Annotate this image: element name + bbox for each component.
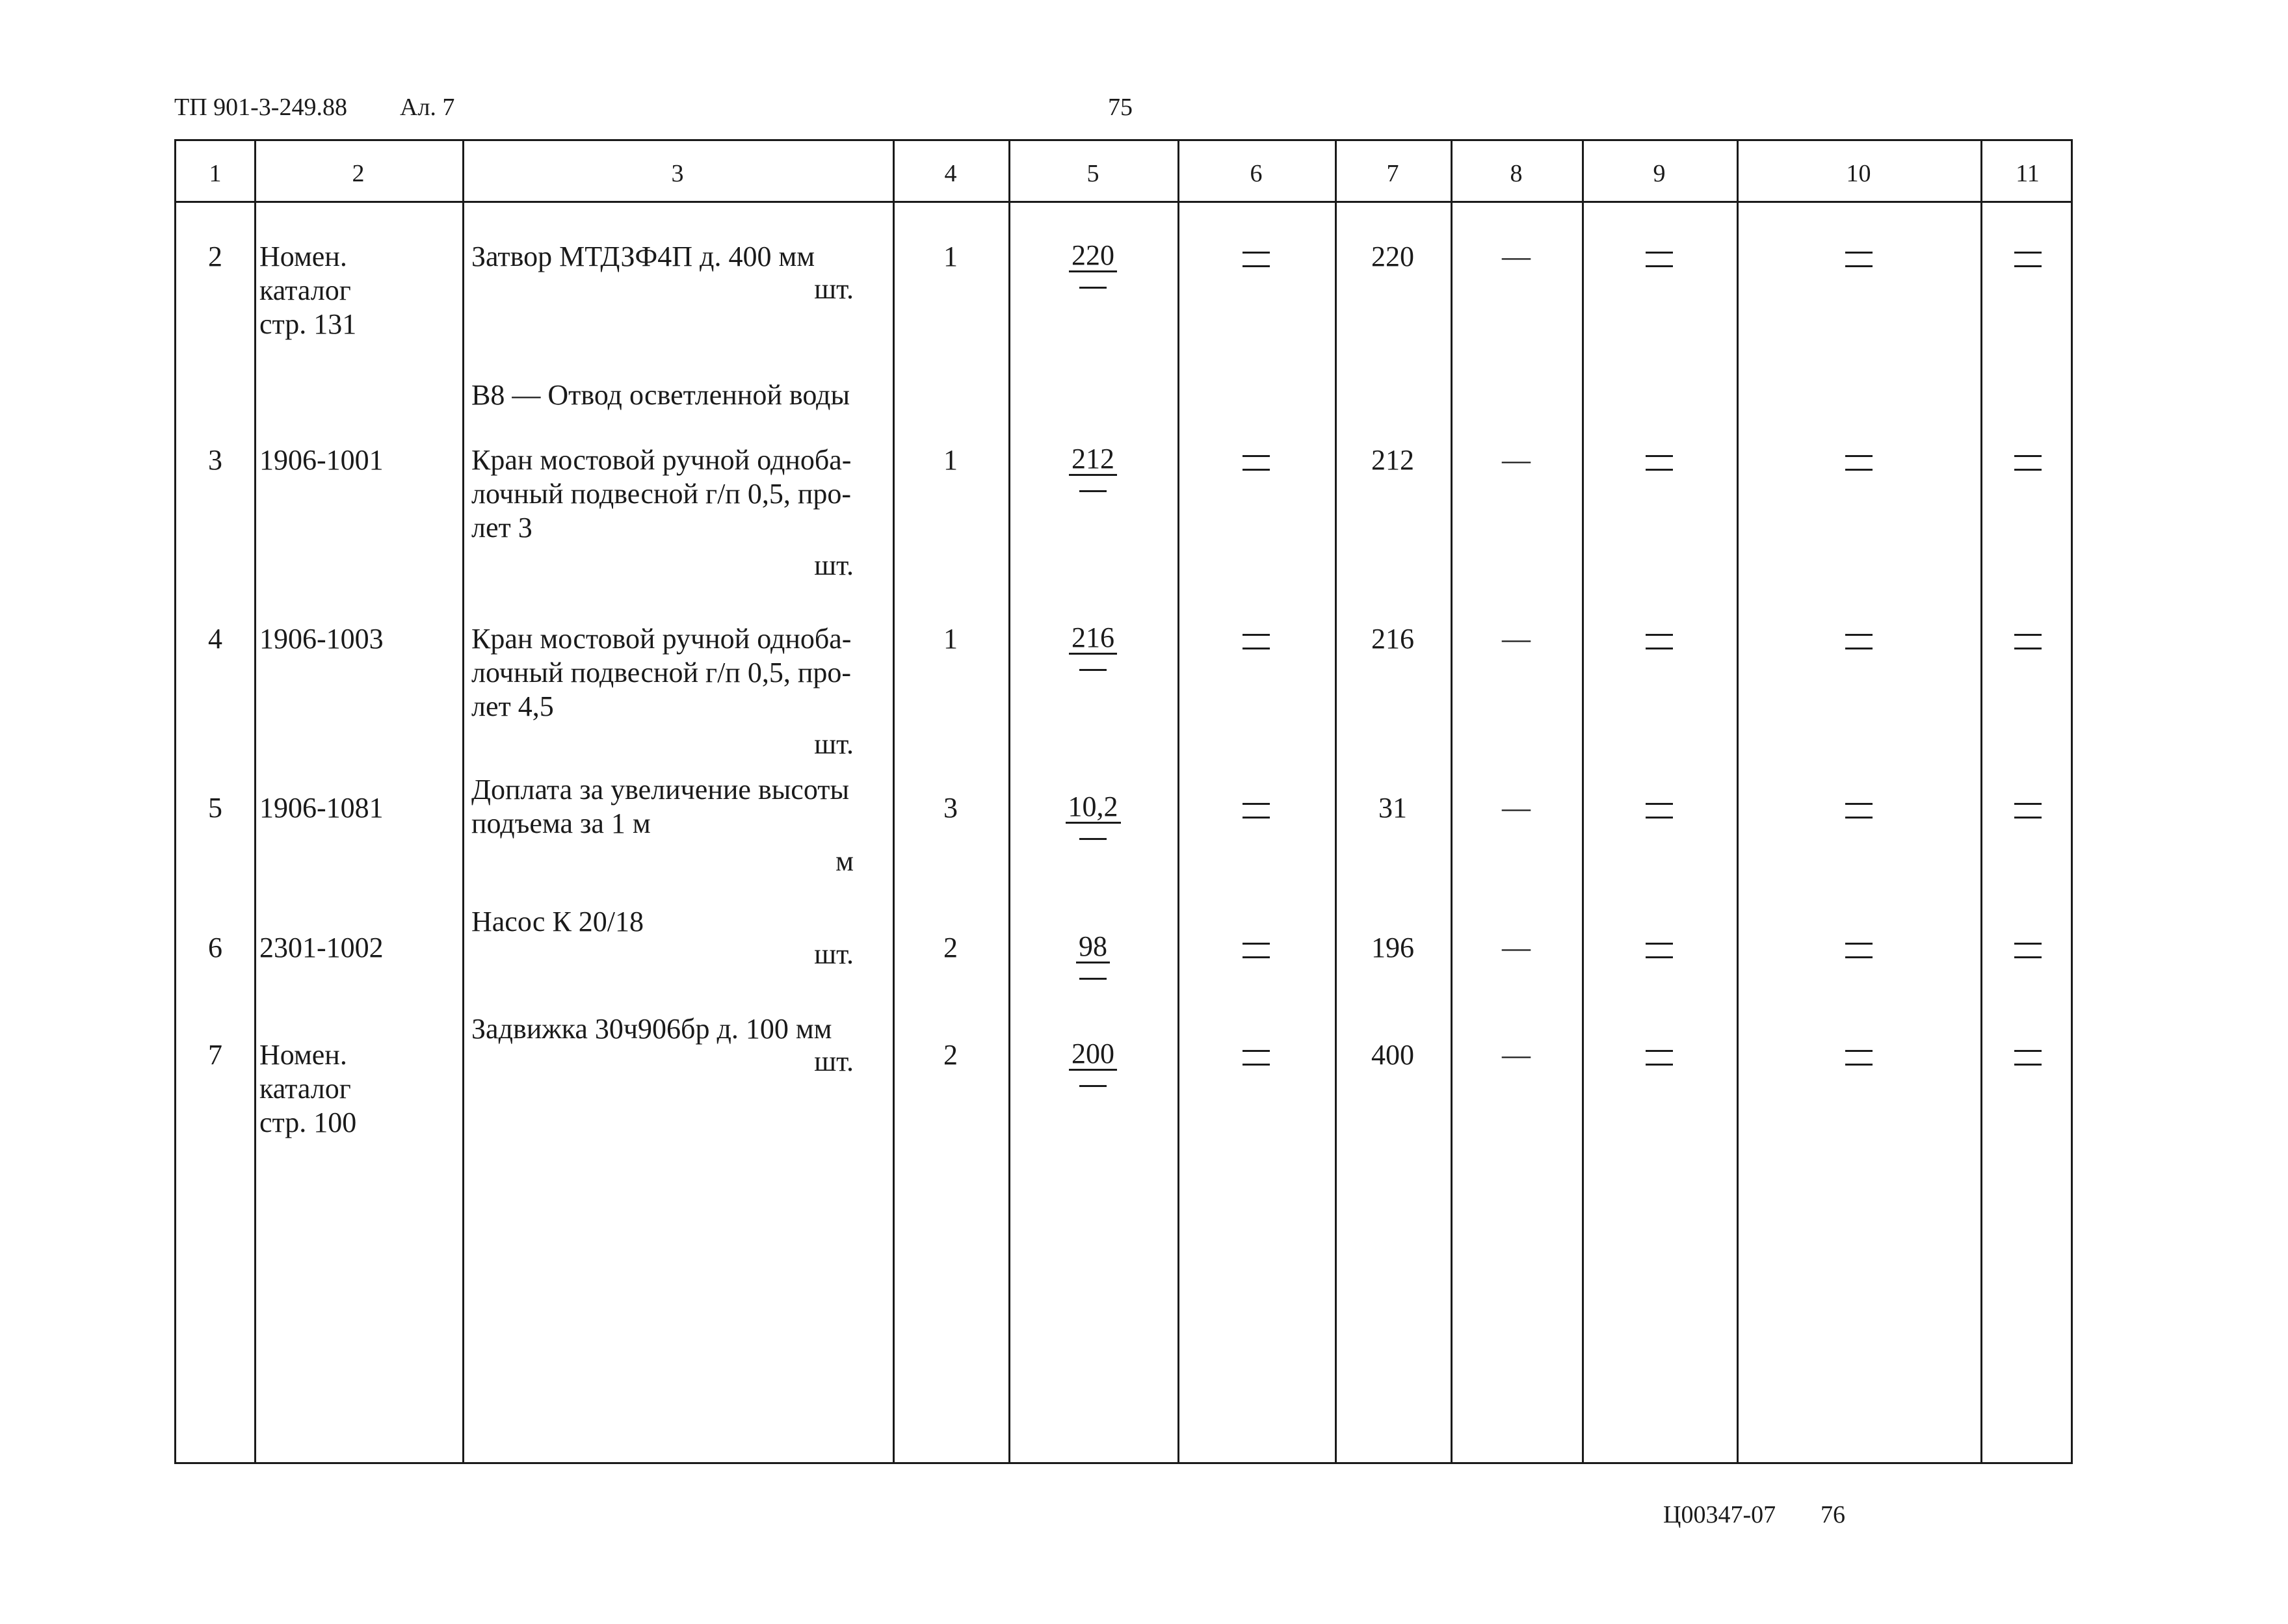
catalog-code-line: 1906-1001 [259,444,384,476]
fraction-cell [1177,790,1335,819]
dash-mark: — [1502,1039,1531,1071]
fraction-cell [1980,790,2075,819]
fraction-cell [1980,930,2075,958]
fraction-cell [1582,1037,1737,1066]
quantity: 1 [943,241,958,272]
item-name-line: подъема за 1 м [471,807,651,839]
column-number-header: 10 [1846,160,1871,187]
fraction-cell [1008,239,1177,289]
footer-sheet-number: 76 [1821,1501,1845,1528]
denominator-dash [1079,978,1107,980]
denominator-dash [1243,956,1270,958]
row-number: 5 [208,792,222,824]
numerator-dash [2014,1050,2042,1052]
fraction-cell [1980,442,2075,471]
denominator-dash [1646,817,1673,819]
page-number: 75 [1108,94,1133,121]
unit-of-measure: шт. [814,938,854,970]
numerator-dash [1646,803,1673,805]
fraction-cell [1737,442,1980,471]
fraction-cell [1582,930,1737,958]
denominator-dash [1243,265,1270,267]
denominator-dash [1646,265,1673,267]
denominator-dash [2014,817,2042,819]
numerator-dash [1845,252,1873,254]
item-name-line: лочный подвесной г/п 0,5, про- [471,478,852,510]
denominator-dash [1845,648,1873,649]
unit-of-measure: шт. [814,728,854,760]
unit-of-measure: шт. [814,549,854,581]
item-name-line: Задвижка 30ч906бр д. 100 мм [471,1013,832,1045]
denominator-dash [1845,469,1873,471]
fraction-cell [1177,442,1335,471]
total-cost: 216 [1371,623,1414,655]
numerator-dash [1243,252,1270,254]
quantity: 3 [943,792,958,824]
unit-of-measure: шт. [814,1045,854,1077]
numerator-dash [1243,803,1270,805]
column-number-header: 6 [1250,160,1263,187]
fraction-cell [1737,930,1980,958]
item-name-line: Насос К 20/18 [471,906,644,937]
denominator-dash [1646,469,1673,471]
item-name-line: лет 4,5 [471,690,554,722]
fraction-cell [1737,621,1980,649]
numerator-value: 98 [1076,932,1110,963]
numerator-dash [1845,455,1873,457]
fraction-cell [1582,790,1737,819]
numerator-dash [1845,943,1873,945]
column-divider [462,141,464,1462]
item-name-line: Кран мостовой ручной однобa- [471,623,852,655]
numerator-value: 200 [1069,1039,1117,1071]
numerator-value: 216 [1069,623,1117,655]
denominator-dash [1243,648,1270,649]
catalog-code-line: 2301-1002 [259,932,384,963]
numerator-dash [1243,943,1270,945]
catalog-code-line: каталог [259,1073,351,1105]
catalog-code-line: 1906-1081 [259,792,384,824]
fraction-cell [1737,1037,1980,1066]
numerator-dash [1845,634,1873,636]
denominator-dash [1079,838,1107,840]
dash-mark: — [1502,241,1531,272]
dash-mark: — [1502,623,1531,655]
numerator-dash [1646,252,1673,254]
total-cost: 400 [1371,1039,1414,1071]
row-number: 7 [208,1039,222,1071]
denominator-dash [1243,817,1270,819]
fraction-cell [1177,930,1335,958]
quantity: 1 [943,623,958,655]
row-number: 2 [208,241,222,272]
column-number-header: 5 [1086,160,1099,187]
column-number-header: 8 [1510,160,1523,187]
denominator-dash [1845,1064,1873,1066]
denominator-dash [1646,1064,1673,1066]
denominator-dash [1079,1085,1107,1087]
catalog-code-line: Номен. [259,241,347,272]
total-cost: 31 [1378,792,1407,824]
numerator-dash [2014,634,2042,636]
catalog-code-line: Номен. [259,1039,347,1071]
fraction-cell [1980,1037,2075,1066]
numerator-dash [2014,803,2042,805]
item-name-line: лет 3 [471,512,533,544]
numerator-dash [1243,455,1270,457]
fraction-cell [1737,239,1980,267]
fraction-cell [1980,621,2075,649]
fraction-cell [1737,790,1980,819]
numerator-dash [2014,455,2042,457]
row-number: 6 [208,932,222,963]
fraction-cell [1008,930,1177,980]
catalog-code-line: каталог [259,274,351,306]
album-label: Ал. 7 [400,94,455,121]
column-number-header: 4 [944,160,957,187]
column-number-header: 11 [2016,160,2040,187]
section-title: В8 — Отвод осветленной воды [471,379,850,411]
dash-mark: — [1502,444,1531,476]
fraction-cell [1980,239,2075,267]
numerator-value: 10,2 [1066,792,1121,824]
numerator-dash [1243,634,1270,636]
numerator-dash [1243,1050,1270,1052]
column-number-header: 1 [209,160,222,187]
row-number: 3 [208,444,222,476]
unit-of-measure: м [835,845,854,877]
footer-code: Ц00347-07 [1663,1501,1776,1528]
fraction-cell [1008,442,1177,492]
total-cost: 212 [1371,444,1414,476]
numerator-dash [1845,803,1873,805]
column-number-header: 2 [352,160,365,187]
denominator-dash [2014,469,2042,471]
quantity: 1 [943,444,958,476]
fraction-cell [1177,1037,1335,1066]
item-name-line: лочный подвесной г/п 0,5, про- [471,657,852,688]
total-cost: 220 [1371,241,1414,272]
quantity: 2 [943,1039,958,1071]
denominator-dash [2014,956,2042,958]
header-row-divider [176,201,2071,203]
numerator-value: 212 [1069,444,1117,476]
denominator-dash [1845,817,1873,819]
unit-of-measure: шт. [814,273,854,305]
numerator-dash [1646,634,1673,636]
column-number-header: 3 [671,160,684,187]
denominator-dash [1845,265,1873,267]
fraction-cell [1177,621,1335,649]
fraction-cell [1008,621,1177,671]
numerator-dash [1646,455,1673,457]
quantity: 2 [943,932,958,963]
denominator-dash [2014,1064,2042,1066]
fraction-cell [1582,621,1737,649]
specification-table [174,139,2073,1464]
item-name-line: Кран мостовой ручной однобa- [471,444,852,476]
column-number-header: 7 [1386,160,1399,187]
item-name-line: Доплата за увеличение высоты [471,774,850,805]
dash-mark: — [1502,792,1531,824]
numerator-dash [1646,943,1673,945]
fraction-cell [1582,442,1737,471]
numerator-dash [2014,943,2042,945]
numerator-dash [1646,1050,1673,1052]
denominator-dash [1845,956,1873,958]
fraction-cell [1008,790,1177,840]
denominator-dash [1243,469,1270,471]
fraction-cell [1177,239,1335,267]
fraction-cell [1582,239,1737,267]
numerator-value: 220 [1069,241,1117,272]
total-cost: 196 [1371,932,1414,963]
numerator-dash [1845,1050,1873,1052]
numerator-dash [2014,252,2042,254]
denominator-dash [1243,1064,1270,1066]
dash-mark: — [1502,932,1531,963]
denominator-dash [1079,490,1107,492]
document-code: ТП 901-3-249.88 [174,94,347,121]
catalog-code-line: 1906-1003 [259,623,384,655]
denominator-dash [2014,265,2042,267]
denominator-dash [1646,648,1673,649]
row-number: 4 [208,623,222,655]
fraction-cell [1008,1037,1177,1087]
denominator-dash [1079,669,1107,671]
column-number-header: 9 [1653,160,1666,187]
catalog-code-line: стр. 131 [259,308,357,340]
denominator-dash [1646,956,1673,958]
catalog-code-line: стр. 100 [259,1107,357,1138]
denominator-dash [1079,287,1107,289]
denominator-dash [2014,648,2042,649]
item-name-line: Затвор МТДЗФ4П д. 400 мм [471,241,815,272]
column-divider [254,141,256,1462]
